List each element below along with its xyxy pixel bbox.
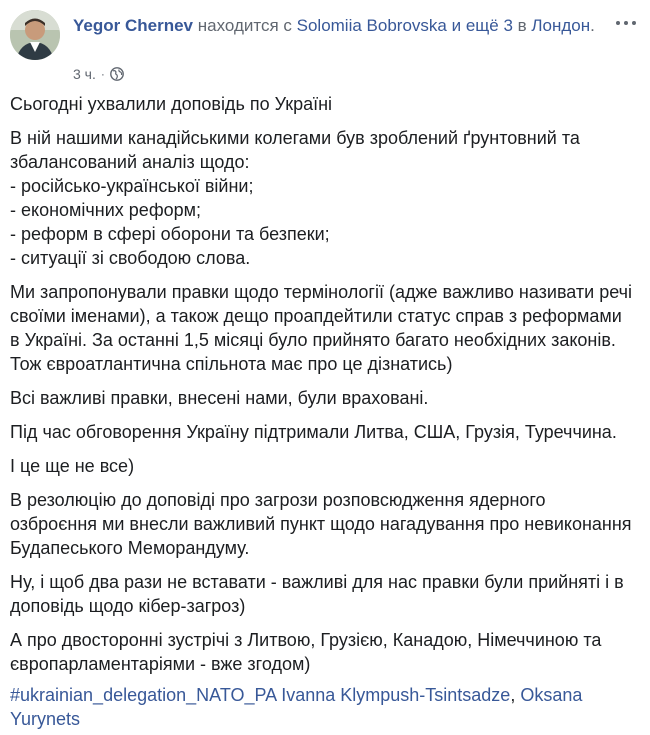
avatar[interactable] bbox=[10, 10, 60, 60]
meta-separator: · bbox=[100, 67, 105, 81]
hashtag-link[interactable]: #ukrainian_delegation_NATO_PA bbox=[10, 685, 277, 705]
author-name-link[interactable]: Yegor Chernev bbox=[73, 16, 193, 35]
post-paragraph: В резолюцію до доповіді про загрози розповсюдження ядерного озброєння ми внесли важливий пункт щодо нагадування про невиконання Будапеського Меморандуму. bbox=[10, 490, 632, 558]
more-dot-icon bbox=[616, 21, 620, 25]
post-title-line bbox=[73, 13, 600, 38]
more-dot-icon bbox=[632, 21, 636, 25]
post-body bbox=[10, 92, 636, 686]
post-paragraph: І це ще не все) bbox=[10, 456, 135, 476]
globe-icon[interactable] bbox=[110, 67, 124, 81]
post-meta bbox=[73, 66, 124, 82]
post-header bbox=[10, 9, 640, 89]
tagged-person-link[interactable]: Oksana Yurynets bbox=[10, 685, 583, 729]
with-text: находится с bbox=[193, 16, 297, 35]
avatar-image bbox=[10, 10, 60, 60]
timestamp-link[interactable]: 3 ч. bbox=[73, 66, 96, 82]
post-paragraph: Сьогодні ухвалили доповідь по Україні bbox=[10, 94, 333, 114]
tagged-person-link[interactable]: Solomiia Bobrovska bbox=[296, 16, 447, 35]
post-paragraph: Всі важливі правки, внесені нами, були враховані. bbox=[10, 388, 429, 408]
post-paragraph: Під час обговорення Україну підтримали Литва, США, Грузія, Туреччина. bbox=[10, 422, 617, 442]
in-text: в bbox=[512, 16, 532, 35]
location-link[interactable]: Лондон bbox=[531, 16, 591, 35]
post-paragraph: Ми запропонували правки щодо термінології (адже важливо називати речі своїми іменами), а також дещо проапдейтили статус справ з реформами в Україні. За останні 1,5 місяці було прийнято багато необхідних законів. Тож євроатлантична спільнота має про це дізнатись) bbox=[10, 282, 633, 374]
location-suffix: . bbox=[590, 16, 595, 35]
more-dot-icon bbox=[624, 21, 628, 25]
tagged-person-link[interactable]: Ivanna Klympush-Tsintsadze bbox=[281, 685, 511, 705]
post-paragraph: В ній нашими канадійськими колегами був зроблений ґрунтовний та збалансований аналіз щодо: - російсько-української війни; - економічних реформ; - реформ в сфері оборони та безпеки; - ситуації зі свободою слова. bbox=[10, 128, 580, 268]
more-options-button[interactable] bbox=[612, 13, 640, 33]
post-paragraph: Ну, і щоб два рази не вставати - важливі для нас правки були прийняті і в доповідь щодо кібер-загроз) bbox=[10, 572, 624, 616]
post-tags bbox=[10, 683, 636, 731]
more-people-link[interactable]: и ещё 3 bbox=[451, 16, 513, 35]
post-paragraph: А про двосторонні зустрічі з Литвою, Грузією, Канадою, Німеччиною та європарламентаріями - вже згодом) bbox=[10, 630, 602, 674]
tags-comma: , bbox=[510, 685, 521, 705]
